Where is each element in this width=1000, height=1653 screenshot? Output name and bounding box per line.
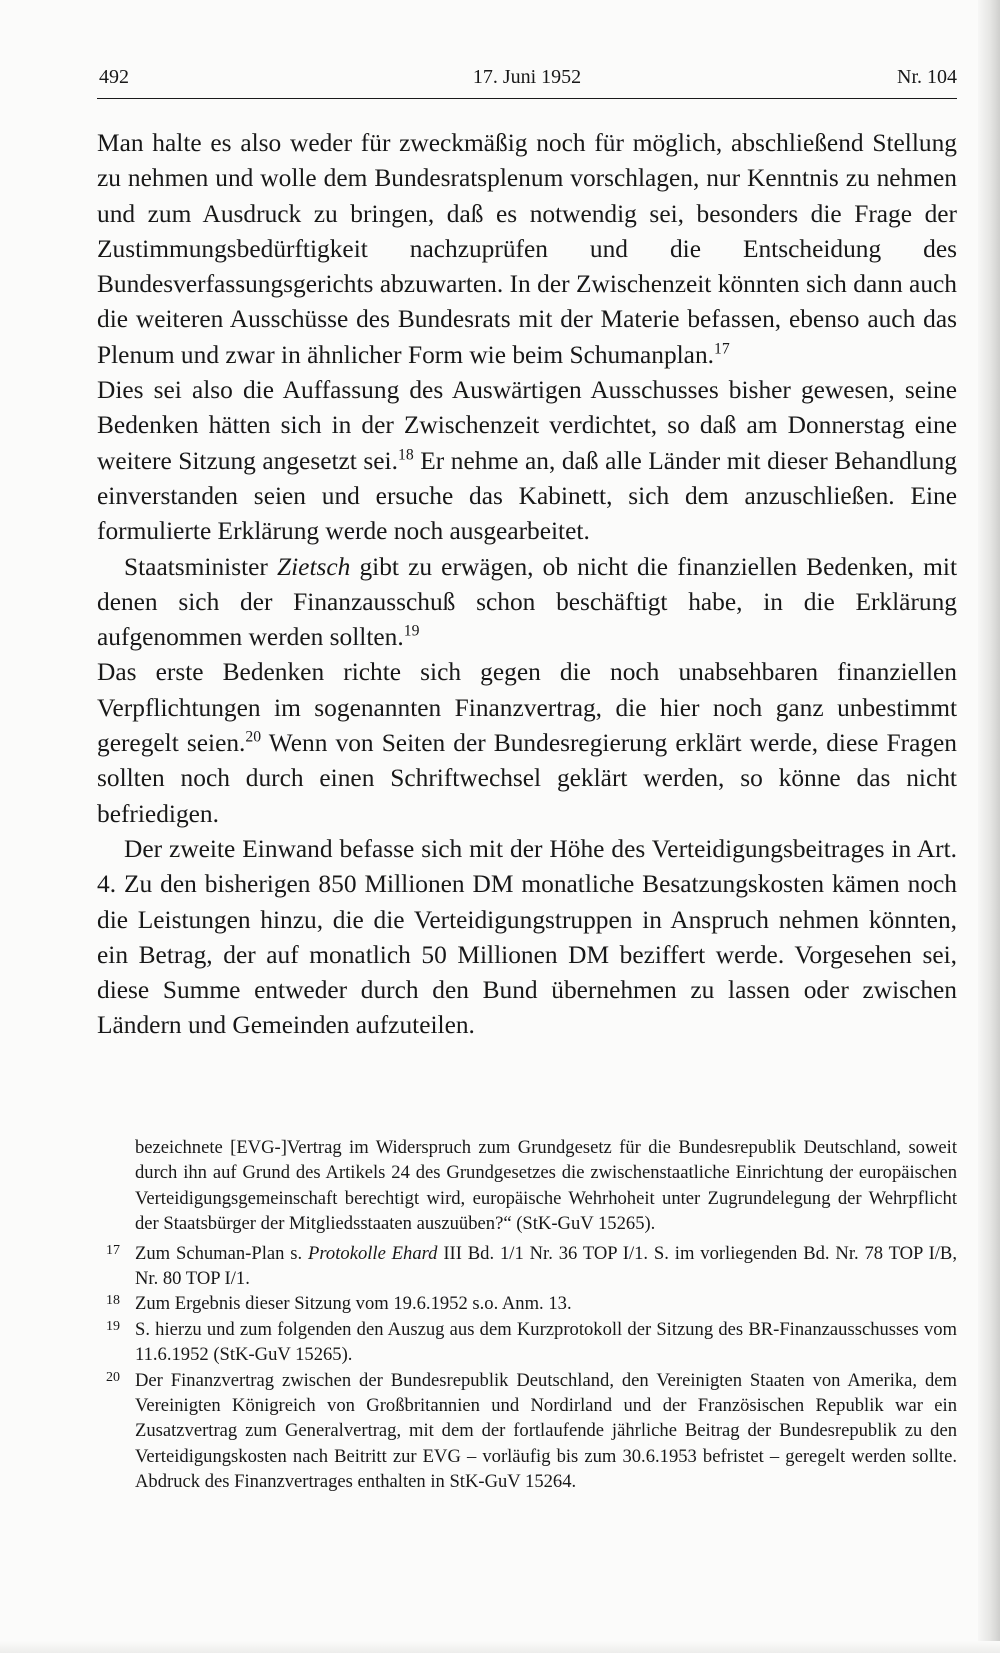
footnote-ref-19[interactable]: 19 <box>403 622 420 640</box>
paragraph-5 <box>97 832 957 1044</box>
main-text <box>97 126 957 1044</box>
footnotes <box>106 1135 957 1495</box>
footnote-number: 17 <box>106 1242 120 1258</box>
footnote-17-text-a: Zum Schuman-Plan s. <box>135 1242 309 1264</box>
footnote-19 <box>106 1317 957 1368</box>
paragraph-5-text: Der zweite Einwand befasse sich mit der Höhe des Verteidigungsbeitrages in Art. 4. Zu den bisherigen 850 Millionen DM monatliche Besatzungskosten kämen noch die Leistungen hinzu, die die Verteidigungstruppen in Anspruch nehmen könnten, ein Betrag, der auf monatlich 50 Millionen DM beziffert werde. Vorgesehen sei, diese Summe entweder durch den Bund übernehmen zu lassen oder zwischen Ländern und Gemeinden aufzuteilen. <box>97 834 957 1040</box>
running-header <box>97 64 957 98</box>
paragraph-3-text-a: Staatsminister <box>124 552 277 581</box>
paragraph-4 <box>97 655 957 831</box>
paragraph-4-text-a: Das erste Bedenken richte sich gegen die noch unabsehbaren finanziellen Verpflichtungen im sogenannten Finanzvertrag, die hier noch ganz unbestimmt geregelt seien. <box>97 658 957 758</box>
paragraph-2-text-a: Dies sei also die Auffassung des Auswärtigen Ausschusses bisher gewesen, seine Bedenken hätten sich in der Zwischenzeit verdichtet, so daß am Donnerstag eine weitere Sitzung angesetzt sei. <box>97 376 957 475</box>
footnote-ref-18[interactable]: 18 <box>397 446 414 464</box>
scan-bottom-edge <box>0 1641 1000 1653</box>
footnote-number: 20 <box>106 1369 120 1385</box>
header-date: 17. Juni 1952 <box>472 66 582 88</box>
footnote-continuation: bezeichnete [EVG-]Vertrag im Widerspruch zum Grundgesetz für die Bundesrepublik Deutschland, soweit durch ihn auf Grund des Artikels 24 des Grundgesetzes die zwischenstaatliche Einrichtung der europäischen Verteidigungsgemeinschaft berechtigt wird, europäische Wehrhoheit unter Zugrundelegung der Wehrpflicht der Staatsbürger der Mitgliedsstaaten auszuüben?“ (StK-GuV 15265). <box>135 1137 957 1235</box>
paragraph-1 <box>97 126 957 373</box>
footnote-17-title: Protokolle Ehard <box>308 1242 438 1264</box>
paragraph-4-text-b: Wenn von Seiten der Bundesregierung erklärt werde, diese Fragen sollten noch durch einen Schriftwechsel geklärt werden, so könne das nicht befriedigen. <box>97 729 957 828</box>
paragraph-3-text-b: gibt zu erwägen, ob nicht die finanziellen Bedenken, mit denen sich der Finanzausschuß schon beschäftigt habe, in die Erklärung aufgenommen werden sollten. <box>97 552 957 652</box>
footnote-20 <box>106 1368 957 1495</box>
scan-page-edge <box>978 0 1000 1653</box>
paragraph-2 <box>97 373 957 549</box>
footnote-17 <box>106 1241 957 1292</box>
footnote-18 <box>106 1291 957 1316</box>
footnote-19-text: S. hierzu und zum folgenden den Auszug aus dem Kurzprotokoll der Sitzung des BR-Finanzausschusses vom 11.6.1952 (StK-GuV 15265). <box>135 1318 957 1366</box>
speaker-name: Zietsch <box>277 552 351 581</box>
footnote-ref-17[interactable]: 17 <box>714 340 730 358</box>
footnote-number: 19 <box>106 1318 120 1334</box>
footnote-20-text: Der Finanzvertrag zwischen der Bundesrepublik Deutschland, den Vereinigten Staaten von Amerika, dem Vereinigten Königreich von Großbritannien und Nordirland und der Französischen Republik war ein Zusatzvertrag zum Generalvertrag, mit dem der fortlaufende jährliche Beitrag der Bundesrepublik zu den Verteidigungskosten nach Beitritt zur EVG – vorläufig bis zum 30.6.1953 befristet – geregelt werden sollte. Abdruck des Finanzvertrages enthalten in StK-GuV 15264. <box>135 1369 957 1493</box>
footnote-17-text-b: III Bd. 1/1 Nr. 36 TOP I/1. S. im vorliegenden Bd. Nr. 78 TOP I/B, Nr. 80 TOP I/1. <box>135 1242 957 1290</box>
footnote-18-text: Zum Ergebnis dieser Sitzung vom 19.6.1952 s.o. Anm. 13. <box>135 1293 572 1315</box>
paragraph-3 <box>97 550 957 656</box>
paragraph-2-text-b: Er nehme an, daß alle Länder mit dieser Behandlung einverstanden seien und ersuche das Kabinett, sich dem anzuschließen. Eine formulierte Erklärung werde noch ausgearbeitet. <box>97 446 957 546</box>
page-number: 492 <box>99 66 129 88</box>
footnote-number: 18 <box>106 1293 120 1309</box>
header-rule <box>97 98 957 99</box>
document-number: Nr. 104 <box>897 66 957 88</box>
paragraph-1-text: Man halte es also weder für zweckmäßig noch für möglich, abschließend Stellung zu nehmen und wolle dem Bundesratsplenum vorschlagen, nur Kenntnis zu nehmen und zum Ausdruck zu bringen, daß es notwendig sei, besonders die Frage der Zustimmungsbedürftigkeit nachzuprüfen und die Entscheidung des Bundesverfassungsgerichts abzuwarten. In der Zwischenzeit könnten sich dann auch die weiteren Ausschüsse des Bundesrats mit der Materie befassen, ebenso auch das Plenum und zwar in ähnlicher Form wie beim Schumanplan. <box>97 129 957 369</box>
footnote-ref-20[interactable]: 20 <box>245 728 262 746</box>
